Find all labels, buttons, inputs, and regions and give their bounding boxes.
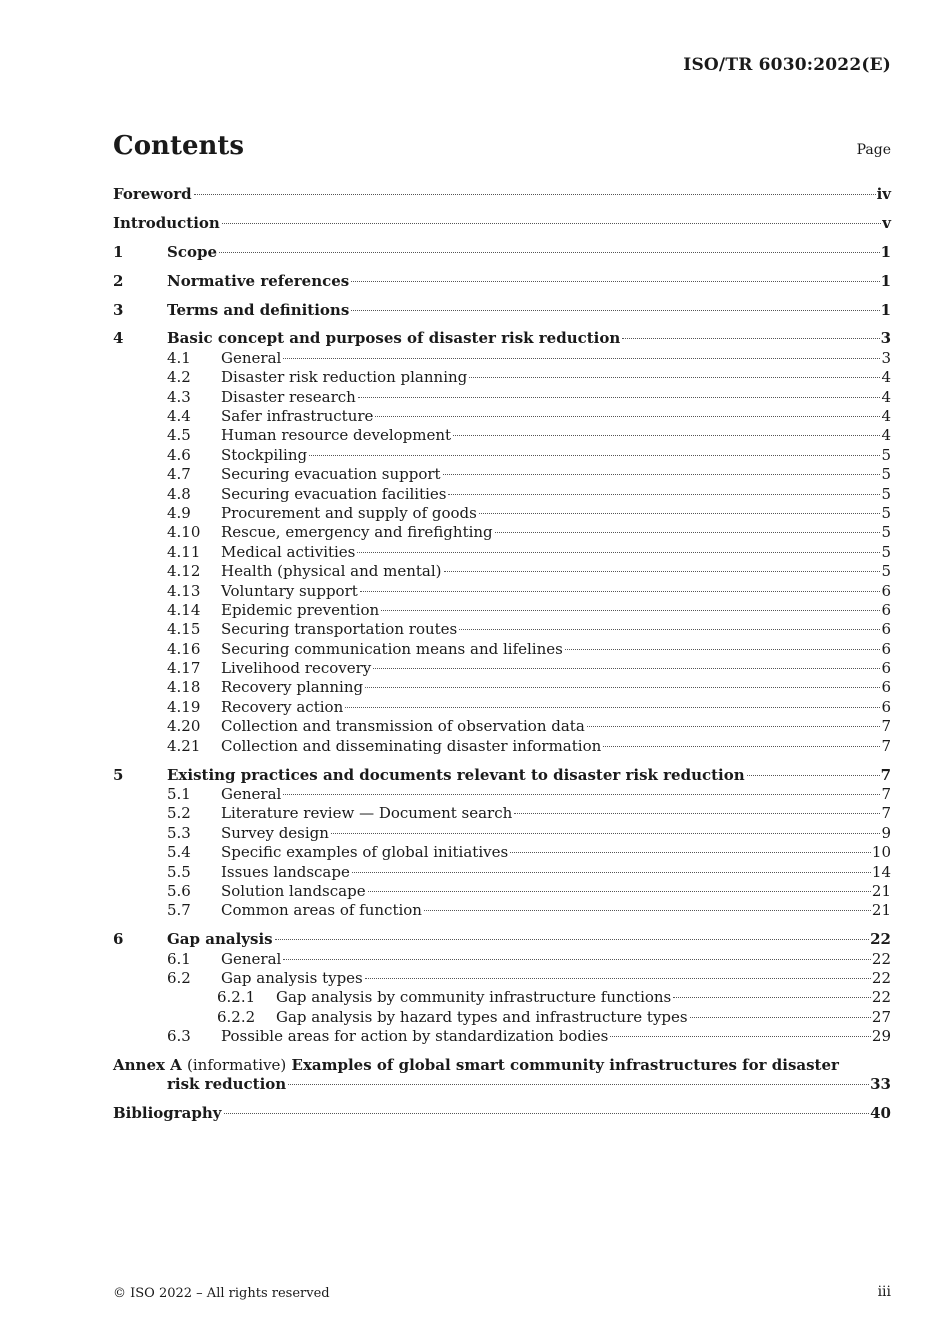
toc-entry[interactable] xyxy=(113,601,891,620)
toc-entry-label: Securing evacuation support xyxy=(221,465,441,484)
document-identifier: ISO/TR 6030:2022(E) xyxy=(683,55,891,75)
toc-dot-leader xyxy=(351,310,879,311)
toc-entry-page: 3 xyxy=(881,348,891,367)
toc-entry-label: Disaster risk reduction planning xyxy=(221,368,468,387)
toc-entry[interactable] xyxy=(113,804,891,823)
toc-entry-page: 22 xyxy=(870,930,891,949)
toc-dot-leader xyxy=(565,649,881,650)
toc-entry-label: Survey design xyxy=(221,823,329,842)
toc-entry-label: Medical activities xyxy=(221,542,356,561)
toc-dot-leader xyxy=(381,610,880,611)
toc-entry[interactable] xyxy=(113,523,891,542)
copyright-notice: © ISO 2022 – All rights reserved xyxy=(113,1286,330,1301)
toc-dot-leader xyxy=(747,775,880,776)
toc-entry-page: 6 xyxy=(881,639,891,658)
toc-entry-page: 5 xyxy=(881,445,891,464)
toc-entry-page: 22 xyxy=(871,988,891,1007)
toc-entry[interactable] xyxy=(113,1008,891,1027)
toc-entry[interactable] xyxy=(113,659,891,678)
toc-entry-number: 4.8 xyxy=(167,484,191,503)
toc-entry-number: 4.3 xyxy=(167,387,191,406)
toc-entry[interactable] xyxy=(113,1027,891,1046)
toc-entry[interactable] xyxy=(113,185,891,204)
toc-dot-leader xyxy=(622,338,879,339)
toc-entry[interactable] xyxy=(113,969,891,988)
toc-annex-line1 xyxy=(113,1056,891,1075)
toc-entry-number: 6.2 xyxy=(167,968,191,987)
toc-entry-number: 6.3 xyxy=(167,1027,191,1046)
toc-dot-leader xyxy=(345,707,880,708)
toc-dot-leader xyxy=(288,1084,869,1085)
toc-dot-leader xyxy=(275,939,870,940)
toc-entry-page: 22 xyxy=(871,968,891,987)
toc-entry-label: Terms and definitions xyxy=(167,300,350,319)
toc-entry-label: Issues landscape xyxy=(221,862,350,881)
toc-entry-label: Securing communication means and lifelines xyxy=(221,639,563,658)
toc-entry-number: 4.15 xyxy=(167,620,201,639)
toc-dot-leader xyxy=(219,252,880,253)
toc-entry-label: Gap analysis by community infrastructure functions xyxy=(276,988,672,1007)
toc-entry-page: 9 xyxy=(881,823,891,842)
toc-entry-label: Solution landscape xyxy=(221,881,366,900)
toc-entry-number: 6.2.1 xyxy=(217,988,256,1007)
toc-entry-page: 6 xyxy=(881,600,891,619)
toc-entry-label: Common areas of function xyxy=(221,901,422,920)
toc-entry[interactable] xyxy=(113,504,891,523)
toc-entry-label: Safer infrastructure xyxy=(221,407,374,426)
toc-entry-label: Procurement and supply of goods xyxy=(221,503,477,522)
toc-entry-page: 4 xyxy=(881,368,891,387)
toc-dot-leader xyxy=(357,552,880,553)
toc-entry-page: 21 xyxy=(871,901,891,920)
toc-entry-label: Basic concept and purposes of disaster risk reduction xyxy=(167,329,621,348)
toc-entry[interactable] xyxy=(113,882,891,901)
toc-entry[interactable] xyxy=(113,785,891,804)
toc-entry-page: 29 xyxy=(871,1027,891,1046)
toc-entry-label: Specific examples of global initiatives xyxy=(221,843,509,862)
toc-entry-label: General xyxy=(221,348,282,367)
toc-entry-label: Introduction xyxy=(113,213,220,232)
toc-entry-number: 4.20 xyxy=(167,717,201,736)
toc-dot-leader xyxy=(514,813,880,814)
toc-dot-leader xyxy=(373,668,880,669)
toc-entry-label: Recovery action xyxy=(221,697,344,716)
toc-dot-leader xyxy=(453,435,880,436)
toc-entry-number: 5.3 xyxy=(167,823,191,842)
toc-entry-number: 3 xyxy=(113,300,124,319)
toc-entry-page: 5 xyxy=(881,503,891,522)
page-column-label: Page xyxy=(856,142,891,158)
toc-dot-leader xyxy=(360,591,881,592)
toc-entry-label: Gap analysis types xyxy=(221,968,363,987)
table-of-contents xyxy=(113,185,891,1124)
toc-entry-page: 4 xyxy=(881,426,891,445)
toc-entry-label: Disaster research xyxy=(221,387,356,406)
toc-entry-label: Securing evacuation facilities xyxy=(221,484,447,503)
toc-entry-number: 5.5 xyxy=(167,862,191,881)
toc-entry-page: 5 xyxy=(881,542,891,561)
toc-entry-label: Gap analysis xyxy=(167,930,273,949)
toc-dot-leader xyxy=(443,474,881,475)
toc-entry-page: iv xyxy=(876,185,891,203)
toc-entry-page: 4 xyxy=(881,387,891,406)
toc-entry[interactable] xyxy=(113,368,891,387)
toc-dot-leader xyxy=(375,416,880,417)
toc-dot-leader xyxy=(283,959,871,960)
toc-entry-page: 1 xyxy=(880,271,891,290)
toc-entry-number: 5.6 xyxy=(167,881,191,900)
toc-entry[interactable] xyxy=(113,214,891,233)
toc-entry-number: 4 xyxy=(113,329,124,348)
toc-entry-page: 14 xyxy=(871,862,891,881)
toc-entry-number: 4.11 xyxy=(167,542,201,561)
toc-entry-page: 27 xyxy=(871,1007,891,1026)
toc-dot-leader xyxy=(365,978,871,979)
toc-entry[interactable] xyxy=(113,640,891,659)
toc-annex-title: Examples of global smart community infrastructures for disaster xyxy=(291,1055,839,1074)
toc-entry-page: 7 xyxy=(881,784,891,803)
toc-dot-leader xyxy=(331,833,881,834)
toc-entry[interactable] xyxy=(113,620,891,639)
toc-annex-prefix: Annex A xyxy=(113,1055,182,1074)
toc-entry-label: Stockpiling xyxy=(221,445,308,464)
toc-entry-page: 40 xyxy=(870,1104,891,1123)
toc-entry-number: 4.1 xyxy=(167,348,191,367)
toc-entry[interactable] xyxy=(113,349,891,368)
toc-dot-leader xyxy=(603,746,880,747)
toc-entry-number: 6.2.2 xyxy=(217,1007,256,1026)
toc-dot-leader xyxy=(610,1036,871,1037)
toc-dot-leader xyxy=(351,281,879,282)
toc-entry-number: 4.9 xyxy=(167,503,191,522)
toc-entry[interactable] xyxy=(113,824,891,843)
toc-entry-label: Epidemic prevention xyxy=(221,600,380,619)
toc-entry-number: 4.14 xyxy=(167,600,201,619)
toc-entry[interactable] xyxy=(113,582,891,601)
toc-entry[interactable] xyxy=(113,698,891,717)
toc-entry-page: 4 xyxy=(881,407,891,426)
toc-entry[interactable] xyxy=(113,737,891,756)
toc-dot-leader xyxy=(469,377,880,378)
toc-entry-number: 5.1 xyxy=(167,784,191,803)
toc-entry-number: 4.5 xyxy=(167,426,191,445)
toc-entry[interactable] xyxy=(113,243,891,262)
toc-dot-leader xyxy=(283,794,880,795)
toc-entry-page: 6 xyxy=(881,678,891,697)
toc-entry-label: Scope xyxy=(167,242,218,261)
toc-entry-label: Livelihood recovery xyxy=(221,659,372,678)
toc-entry-number: 4.13 xyxy=(167,581,201,600)
toc-dot-leader xyxy=(690,1017,871,1018)
toc-entry-page: 6 xyxy=(881,659,891,678)
toc-entry-page: 1 xyxy=(880,300,891,319)
toc-entry[interactable] xyxy=(113,717,891,736)
toc-entry[interactable] xyxy=(113,407,891,426)
toc-entry-label: Human resource development xyxy=(221,426,452,445)
toc-entry[interactable] xyxy=(113,901,891,920)
toc-entry-page: 21 xyxy=(871,881,891,900)
toc-entry[interactable] xyxy=(113,388,891,407)
toc-dot-leader xyxy=(365,687,880,688)
toc-entry-label: Voluntary support xyxy=(221,581,358,600)
toc-entry-label: Literature review — Document search xyxy=(221,804,513,823)
toc-entry-number: 4.10 xyxy=(167,523,201,542)
toc-entry-page: 22 xyxy=(871,949,891,968)
toc-entry[interactable] xyxy=(113,543,891,562)
toc-entry-number: 6 xyxy=(113,930,124,949)
toc-dot-leader xyxy=(222,223,881,224)
toc-entry-label: Bibliography xyxy=(113,1104,222,1123)
toc-entry[interactable] xyxy=(113,485,891,504)
toc-dot-leader xyxy=(673,997,871,998)
toc-dot-leader xyxy=(224,1113,870,1114)
toc-annex-entry[interactable] xyxy=(113,1056,891,1095)
toc-entry-label: General xyxy=(221,784,282,803)
toc-dot-leader xyxy=(368,891,871,892)
toc-entry-label: Collection and disseminating disaster information xyxy=(221,736,602,755)
toc-entry-number: 4.7 xyxy=(167,465,191,484)
toc-entry-page: 7 xyxy=(881,717,891,736)
toc-entry-number: 6.1 xyxy=(167,949,191,968)
toc-entry-number: 4.19 xyxy=(167,697,201,716)
toc-entry-page: 1 xyxy=(880,242,891,261)
toc-entry[interactable] xyxy=(113,465,891,484)
toc-entry-page: 7 xyxy=(880,765,891,784)
toc-dot-leader xyxy=(283,358,880,359)
toc-dot-leader xyxy=(510,852,871,853)
toc-entry-label: Collection and transmission of observation data xyxy=(221,717,585,736)
toc-entry-label: Existing practices and documents relevant to disaster risk reduction xyxy=(167,765,745,784)
toc-entry-label: General xyxy=(221,949,282,968)
toc-entry[interactable] xyxy=(113,272,891,291)
footer-page-number: iii xyxy=(877,1284,891,1300)
toc-entry-number: 5 xyxy=(113,765,124,784)
toc-entry-page: 5 xyxy=(881,465,891,484)
toc-entry-number: 4.6 xyxy=(167,445,191,464)
toc-dot-leader xyxy=(479,513,881,514)
toc-entry[interactable] xyxy=(113,301,891,320)
toc-entry[interactable] xyxy=(113,930,891,949)
toc-entry-label: Gap analysis by hazard types and infrastructure types xyxy=(276,1007,688,1026)
toc-entry-page: 7 xyxy=(881,804,891,823)
toc-entry-number: 1 xyxy=(113,242,124,261)
toc-entry-number: 5.2 xyxy=(167,804,191,823)
toc-entry-label: Foreword xyxy=(113,185,192,203)
toc-dot-leader xyxy=(352,872,871,873)
toc-entry[interactable] xyxy=(113,988,891,1007)
toc-entry-page: 7 xyxy=(881,736,891,755)
toc-dot-leader xyxy=(448,494,880,495)
toc-dot-leader xyxy=(459,629,880,630)
toc-entry-page: 3 xyxy=(880,329,891,348)
toc-entry[interactable] xyxy=(113,446,891,465)
toc-bibliography-entry[interactable] xyxy=(113,1104,891,1123)
toc-entry-label: Normative references xyxy=(167,271,350,290)
toc-entry-page: v xyxy=(882,213,891,232)
toc-entry-number: 5.7 xyxy=(167,901,191,920)
toc-entry-page: 6 xyxy=(881,581,891,600)
toc-dot-leader xyxy=(444,571,881,572)
toc-entry-page: 5 xyxy=(881,562,891,581)
toc-entry[interactable] xyxy=(113,766,891,785)
toc-annex-title-continued: risk reduction xyxy=(167,1074,287,1093)
toc-dot-leader xyxy=(309,455,880,456)
toc-entry-label: Securing transportation routes xyxy=(221,620,458,639)
toc-dot-leader xyxy=(495,532,881,533)
toc-entry-number: 4.12 xyxy=(167,562,201,581)
toc-entry-page: 5 xyxy=(881,484,891,503)
toc-entry[interactable] xyxy=(113,843,891,862)
toc-dot-leader xyxy=(424,910,871,911)
toc-entry[interactable] xyxy=(113,329,891,348)
toc-entry-label: Rescue, emergency and firefighting xyxy=(221,523,493,542)
toc-entry-number: 4.21 xyxy=(167,736,201,755)
toc-entry-page: 6 xyxy=(881,620,891,639)
page-title: Contents xyxy=(113,131,245,161)
toc-entry-page: 5 xyxy=(881,523,891,542)
toc-dot-leader xyxy=(194,194,876,195)
toc-entry-page: 10 xyxy=(871,843,891,862)
toc-entry-page: 33 xyxy=(870,1074,891,1093)
toc-annex-note: (informative) xyxy=(187,1055,287,1074)
toc-entry[interactable] xyxy=(113,562,891,581)
toc-entry-number: 4.16 xyxy=(167,639,201,658)
toc-entry-number: 4.17 xyxy=(167,659,201,678)
toc-entry-number: 4.2 xyxy=(167,368,191,387)
toc-dot-leader xyxy=(587,726,881,727)
toc-entry-label: Recovery planning xyxy=(221,678,364,697)
toc-entry-page: 6 xyxy=(881,697,891,716)
toc-entry[interactable] xyxy=(113,950,891,969)
toc-annex-line2 xyxy=(113,1075,891,1094)
toc-entry-number: 2 xyxy=(113,271,124,290)
toc-entry[interactable] xyxy=(113,678,891,697)
toc-entry-label: Health (physical and mental) xyxy=(221,562,442,581)
toc-entry[interactable] xyxy=(113,426,891,445)
toc-entry-number: 5.4 xyxy=(167,843,191,862)
toc-entry-number: 4.18 xyxy=(167,678,201,697)
toc-dot-leader xyxy=(358,397,881,398)
toc-entry-number: 4.4 xyxy=(167,407,191,426)
toc-entry-label: Possible areas for action by standardization bodies xyxy=(221,1027,609,1046)
toc-entry[interactable] xyxy=(113,863,891,882)
